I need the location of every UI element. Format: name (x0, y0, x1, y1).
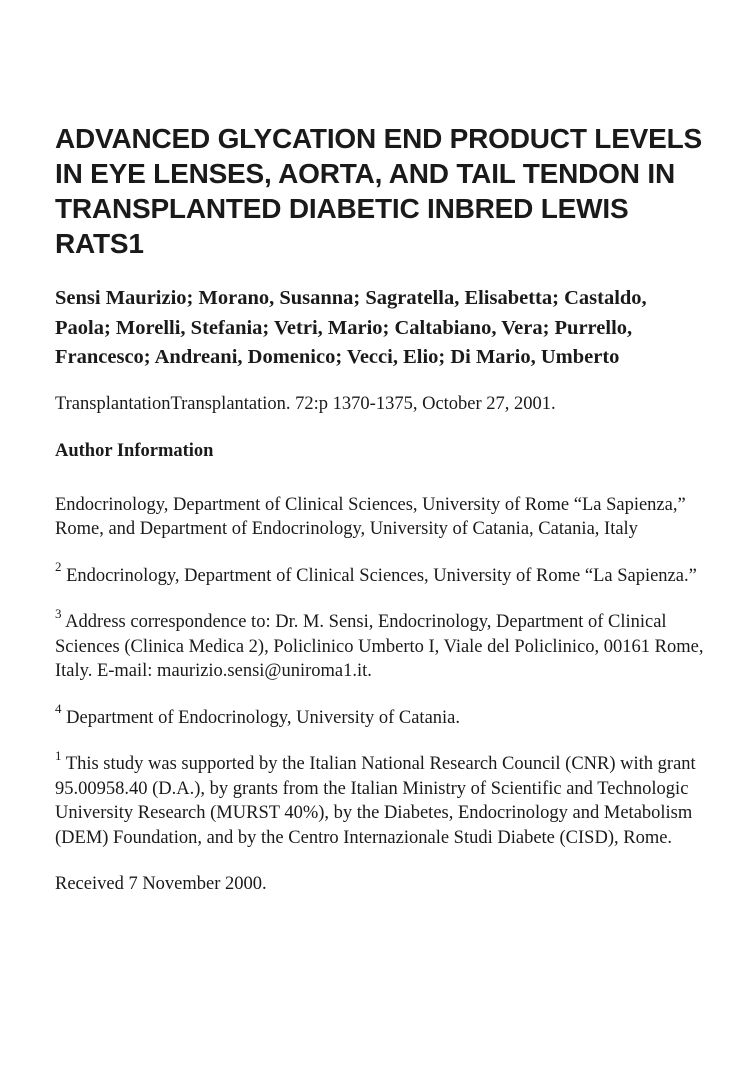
author-list: Sensi Maurizio; Morano, Susanna; Sagratella, Elisabetta; Castaldo, Paola; Morelli, Stefania; Vetri, Mario; Caltabiano, Vera; Purrello, Francesco; Andreani, Domenico; Vecci, Elio; Di Mario, Umberto (55, 287, 647, 368)
received-date: Received 7 November 2000. (55, 874, 267, 894)
funding-note-1 (55, 747, 705, 850)
affiliation-main: Endocrinology, Department of Clinical Sciences, University of Rome “La Sapienza,” Rome, and Department of Endocrinology, University of Catania, Catania, Italy (55, 494, 686, 539)
footnote-marker: 4 (55, 701, 62, 717)
affiliation-note-4 (55, 701, 705, 731)
footnote-marker: 2 (55, 559, 62, 575)
article-title: ADVANCED GLYCATION END PRODUCT LEVELS IN EYE LENSES, AORTA, AND TAIL TENDON IN TRANSPLANTED DIABETIC INBRED LEWIS RATS1 (55, 123, 703, 259)
author-information-heading: Author Information (55, 441, 214, 461)
footnote-text: This study was supported by the Italian National Research Council (CNR) with grant 95.00958.40 (D.A.), by grants from the Italian Ministry of Scientific and Technologic University Research (MURST 40%), by the Diabetes, Endocrinology and Metabolism (DEM) Foundation, and by the Centro Internazionale Studi Diabete (CISD), Rome. (55, 754, 696, 848)
journal-citation: TransplantationTransplantation. 72:p 1370-1375, October 27, 2001. (55, 393, 556, 414)
footnote-text: Department of Endocrinology, University of Catania. (61, 707, 460, 728)
footnote-marker: 3 (55, 605, 62, 621)
correspondence-note-3 (55, 605, 705, 684)
footnote-marker: 1 (55, 747, 62, 763)
article-page (55, 121, 705, 897)
footnote-text: Endocrinology, Department of Clinical Sciences, University of Rome “La Sapienza.” (61, 565, 697, 586)
footnote-text: Address correspondence to: Dr. M. Sensi, Endocrinology, Department of Clinical Sciences (Clinica Medica 2), Policlinico Umberto I, Viale del Policlinico, 00161 Rome, Italy. E-mail: maurizio.sensi@uniroma1.it. (55, 612, 704, 681)
affiliation-note-2 (55, 559, 705, 589)
